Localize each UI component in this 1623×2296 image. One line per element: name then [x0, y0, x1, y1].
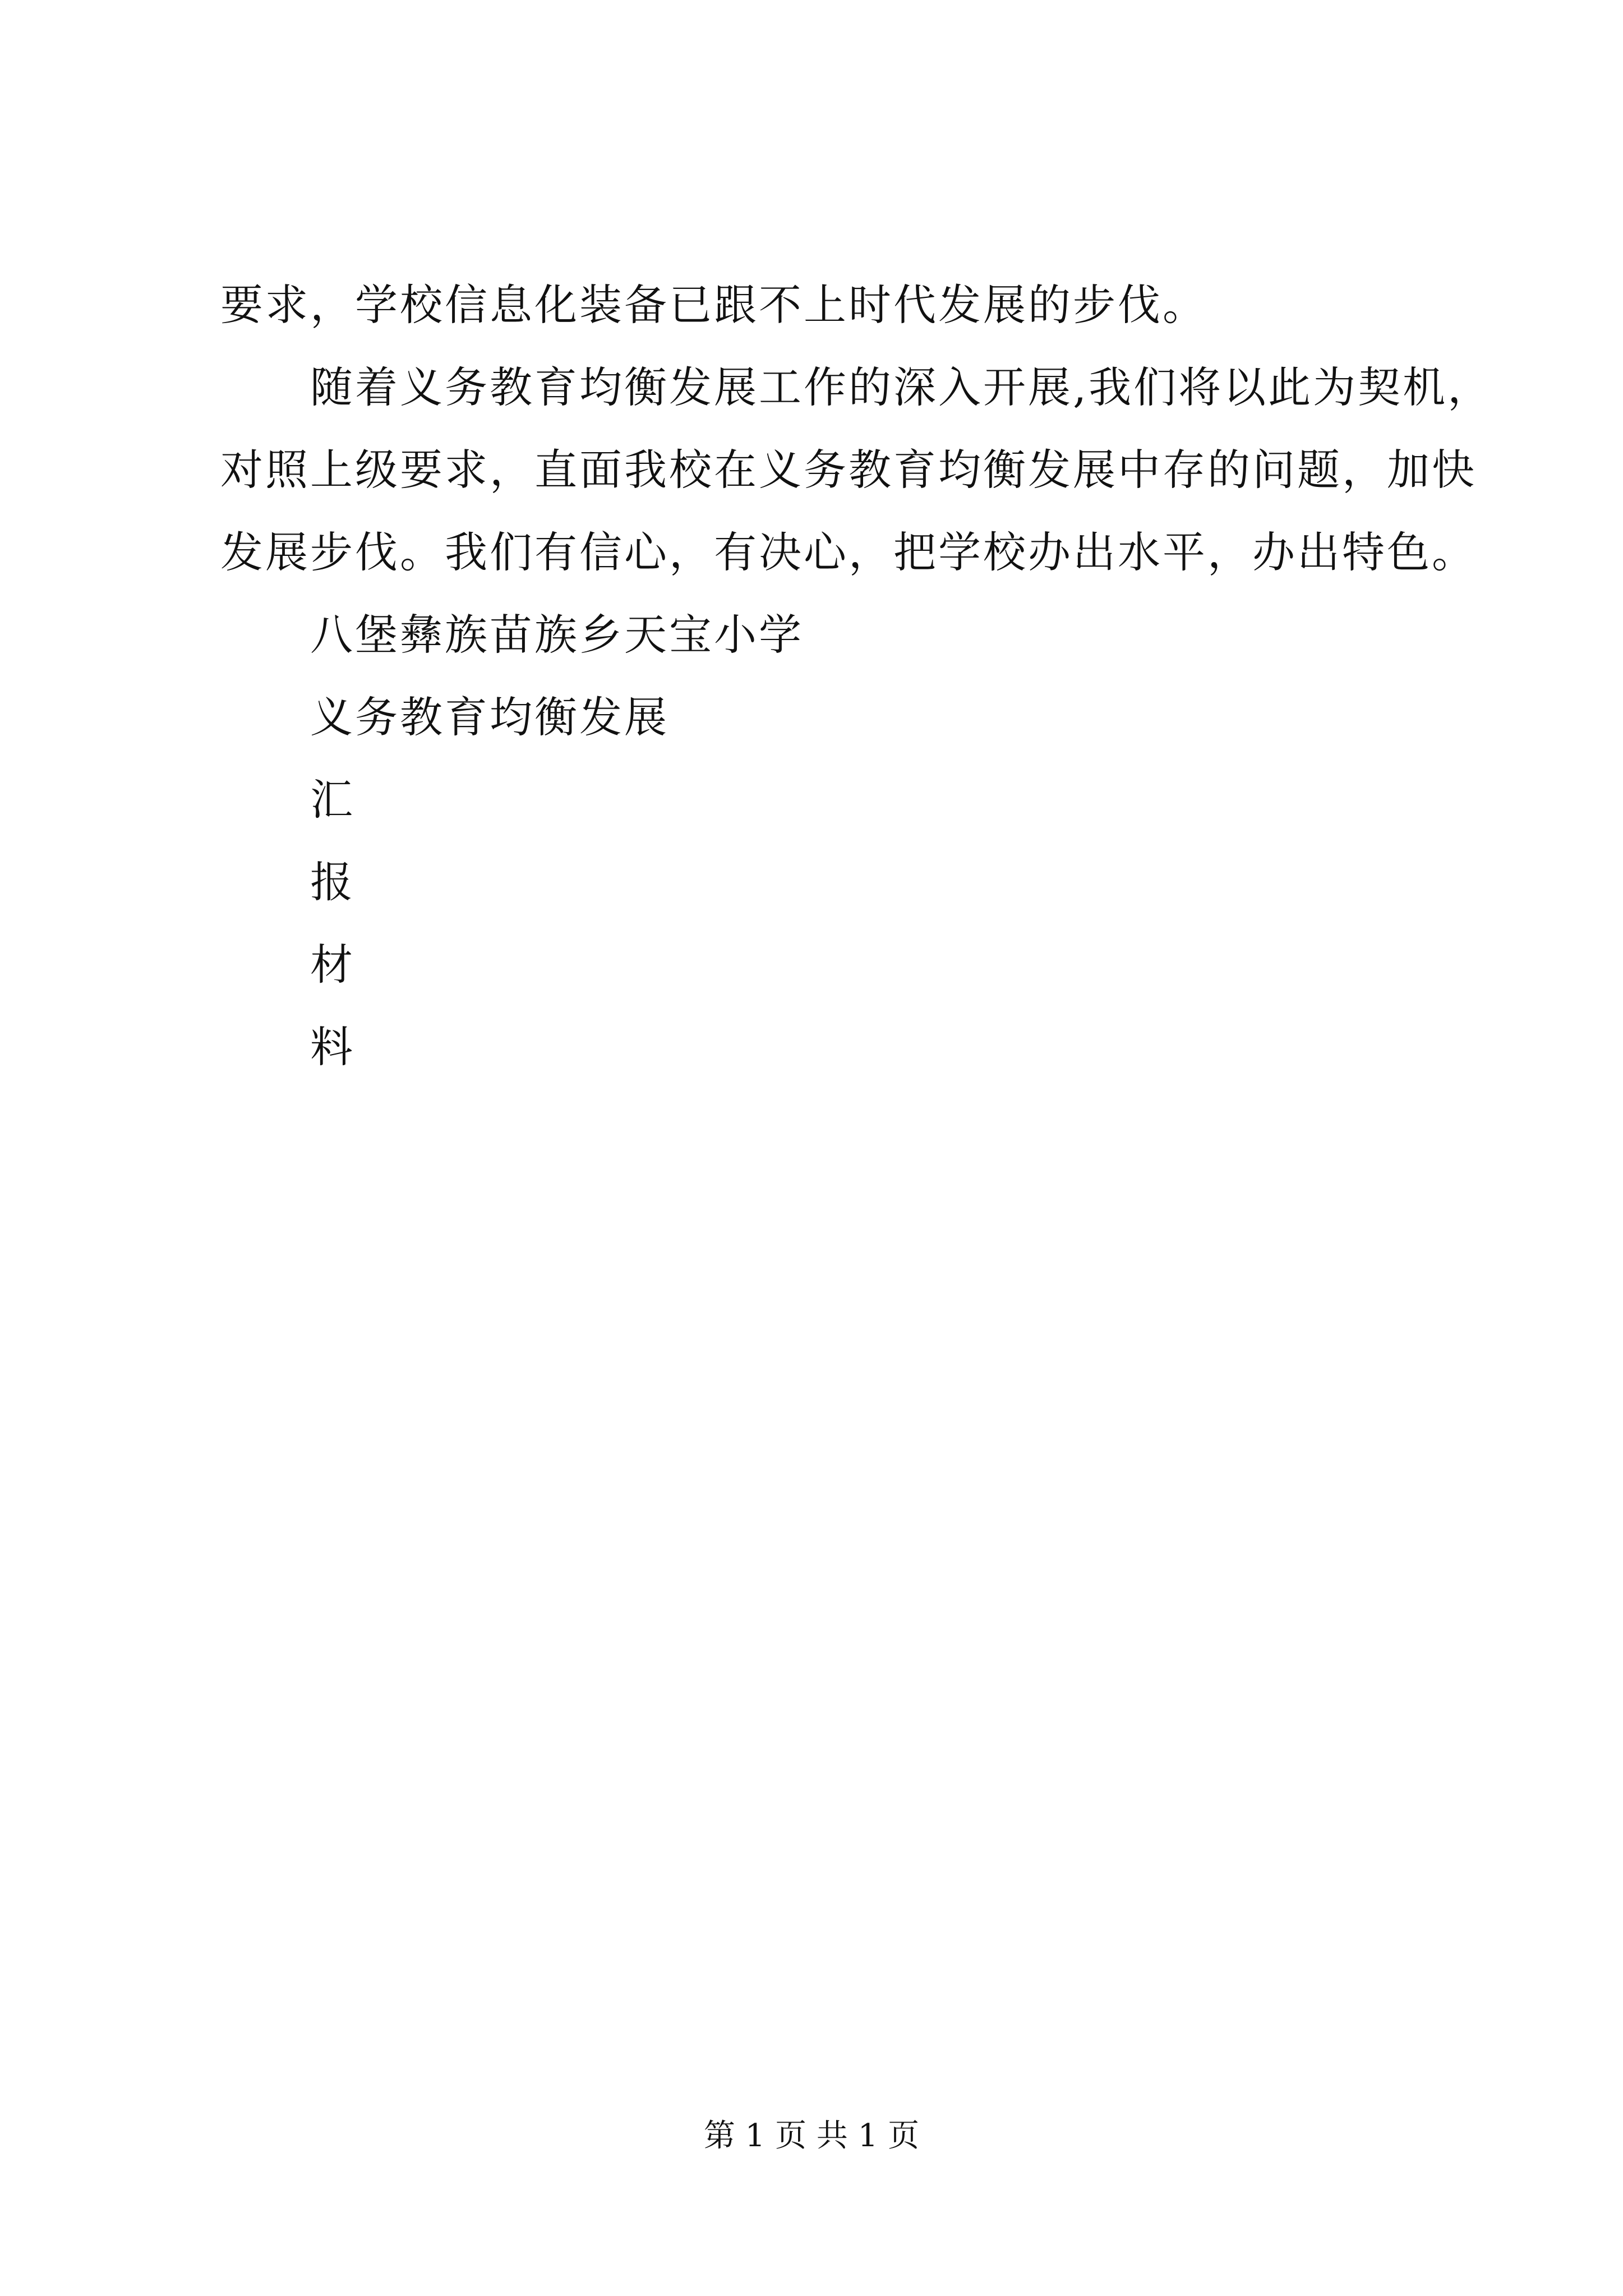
- report-char-2: 报: [310, 857, 355, 907]
- report-title: 义务教育均衡发展: [310, 692, 669, 742]
- report-char-3: 材: [310, 940, 355, 990]
- report-char-1: 汇: [310, 775, 355, 825]
- school-name: 八堡彝族苗族乡天宝小学: [310, 610, 804, 660]
- paragraph-line-4: 发展步伐。我们有信心，有决心，把学校办出水平，办出特色。: [220, 527, 1477, 577]
- paragraph-line-3: 对照上级要求，直面我校在义务教育均衡发展中存的问题，加快: [220, 445, 1477, 495]
- paragraph-line-2: 随着义务教育均衡发展工作的深入开展,我们将以此为契机，: [310, 362, 1493, 412]
- page-footer: 第 1 页 共 1 页: [703, 2118, 920, 2154]
- paragraph-line-1: 要求，学校信息化装备已跟不上时代发展的步伐。: [220, 280, 1207, 330]
- report-char-4: 料: [310, 1022, 355, 1072]
- document-body: [220, 264, 1493, 1088]
